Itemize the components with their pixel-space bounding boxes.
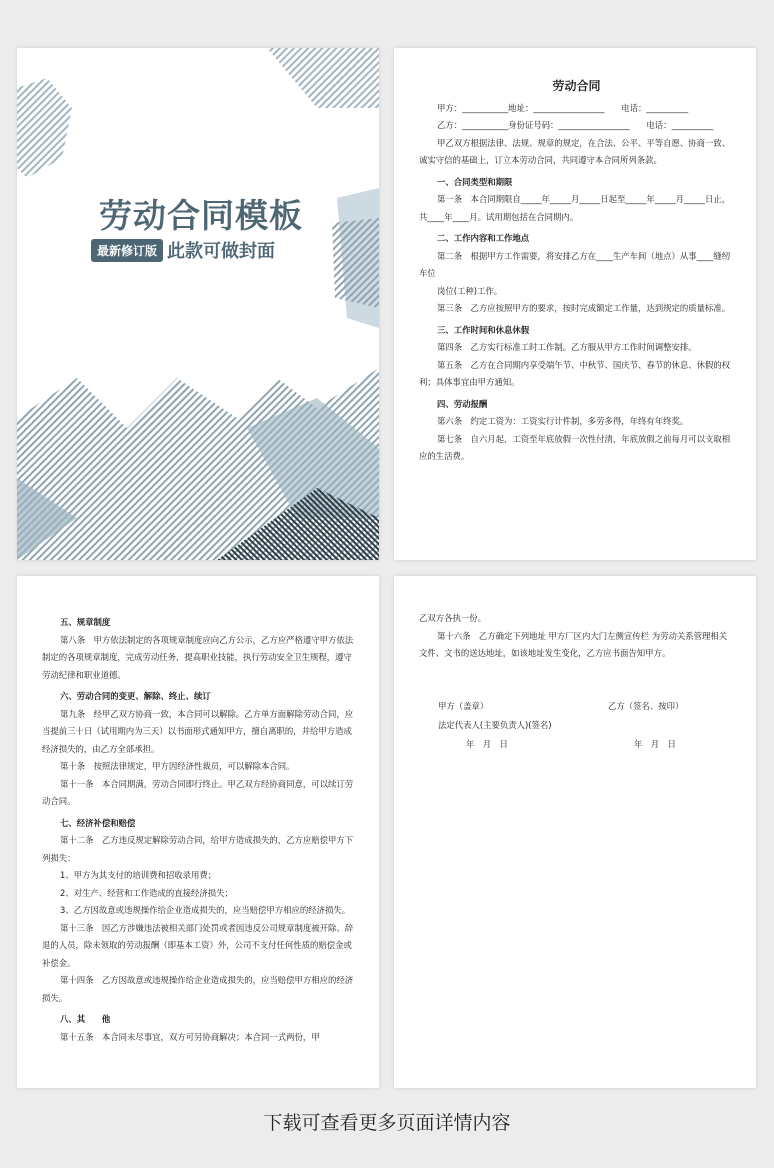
cover-page	[17, 48, 379, 560]
paragraph: 第十四条 乙方因故意或违规操作给企业造成损失的，应当赔偿甲方相应的经济损失。	[42, 975, 354, 1003]
paragraph: 第十六条 乙方确定下列地址 甲方厂区内大门左侧宣传栏 为劳动关系管理相关文件、文书的送达地址，如该地址发生变化，乙方应书面告知甲方。	[419, 630, 728, 658]
section-heading: 八、其 他	[60, 1014, 111, 1024]
contract-text	[419, 610, 734, 663]
paragraph: 第二条 根据甲方工作需要，将安排乙方在____生产车间（地点）从事____缝纫车位	[419, 250, 731, 278]
paragraph: 第十二条 乙方违反规定解除劳动合同，给甲方造成损失的，乙方应赔偿甲方下列损失：	[42, 835, 354, 863]
paragraph: 第一条 本合同期限自_____年_____月_____日起至_____年_____月_____日止，共____年____月。试用期包括在合同期内。	[419, 194, 731, 222]
version-badge: 最新修订版	[91, 239, 163, 262]
section-heading: 六、劳动合同的变更、解除、终止、续订	[60, 691, 211, 701]
section-heading: 七、经济补偿和赔偿	[60, 817, 136, 828]
contract-page-3	[394, 576, 756, 1088]
paragraph: 第三条 乙方应按照甲方的要求，按时完成额定工作量，达到规定的质量标准。	[437, 303, 731, 313]
paragraph: 乙方：___________身份证号码：_________________ 电话：__________	[437, 120, 714, 130]
section-heading: 二、工作内容和工作地点	[437, 233, 530, 243]
sign-party-b: 乙方（签名、按印）	[608, 701, 684, 711]
contract-page-1	[394, 48, 756, 560]
paragraph: 第十条 按照法律规定，甲方因经济性裁员，可以解除本合同。	[60, 761, 295, 771]
paragraph: 第八条 甲方依法制定的各项规章制度应向乙方公示，乙方应严格遵守甲方依法制定的各项规章制度，完成劳动任务，提高职业技能，执行劳动安全卫生规程，遵守劳动纪律和职业道德。	[42, 634, 354, 680]
paragraph: 甲乙双方根据法律、法规、规章的规定，在合法、公平、平等自愿、协商一致、诚实守信的基础上，订立本劳动合同，共同遵守本合同所列条款。	[419, 137, 731, 165]
paragraph: 第九条 经甲乙双方协商一致，本合同可以解除。乙方单方面解除劳动合同，应当提前三十日（试用期内为三天）以书面形式通知甲方，擅自离职的，并给甲方造成经济损失的，由乙方全部承担。	[42, 708, 354, 754]
legal-representative: 法定代表人(主要负责人)(签名)	[438, 720, 552, 730]
sign-party-a: 甲方（盖章）	[438, 701, 489, 711]
section-heading: 四、劳动报酬	[437, 398, 488, 409]
paragraph: 乙双方各执一份。	[419, 613, 486, 623]
contract-page-2	[17, 576, 379, 1088]
paragraph: 第十一条 本合同期满，劳动合同即行终止。甲乙双方经协商同意，可以续订劳动合同。	[42, 778, 354, 806]
paragraph: 1、甲方为其支付的培训费和招收录用费；	[60, 870, 217, 880]
date-party-b: 年 月 日	[634, 739, 676, 749]
contract-text	[419, 78, 734, 466]
contract-title: 劳动合同	[552, 79, 601, 93]
date-party-a: 年 月 日	[466, 739, 508, 749]
section-heading: 一、合同类型和期限	[437, 176, 513, 187]
paragraph: 第四条 乙方实行标准工时工作制。乙方服从甲方工作时间调整安排。	[437, 342, 697, 352]
contract-text	[42, 610, 357, 1046]
cover-subtitle-row	[91, 237, 275, 263]
paragraph: 第六条 约定工资为：工资实行计件制，多劳多得，年终有年终奖。	[437, 416, 689, 426]
cover-geometric-art	[17, 48, 379, 560]
paragraph: 第十五条 本合同未尽事宜，双方可另协商解决；本合同一式两份，甲	[60, 1031, 320, 1042]
paragraph: 第十三条 因乙方涉嫌违法被相关部门处罚或者因违反公司规章制度被开除、辞退的人员，除未领取的劳动报酬（即基本工资）外，公司不支付任何性质的赔偿金或补偿金。	[42, 922, 354, 968]
paragraph: 3、乙方因故意或违规操作给企业造成损失的，应当赔偿甲方相应的经济损失。	[60, 905, 351, 915]
paragraph: 2、对生产、经营和工作造成的直接经济损失；	[60, 887, 233, 898]
section-heading: 五、规章制度	[60, 617, 111, 627]
section-heading: 三、工作时间和休息休假	[437, 324, 530, 335]
paragraph: 第七条 自六月起，工资至年底放假一次性付清，年底放假之前每月可以支取相应的生活费。	[419, 433, 731, 461]
paragraph: 岗位(工种)工作。	[437, 285, 503, 296]
footer-note: 下载可查看更多页面详情内容	[263, 1112, 511, 1134]
cover-subtitle: 此款可做封面	[167, 241, 276, 262]
paragraph: 第五条 乙方在合同期内享受端午节、中秋节、国庆节、春节的休息、休假的权利；具体事宜由甲方通知。	[419, 359, 731, 387]
cover-title: 劳动合同模板	[99, 196, 303, 235]
paragraph: 甲方：___________地址：_________________ 电话：__________	[437, 102, 689, 113]
